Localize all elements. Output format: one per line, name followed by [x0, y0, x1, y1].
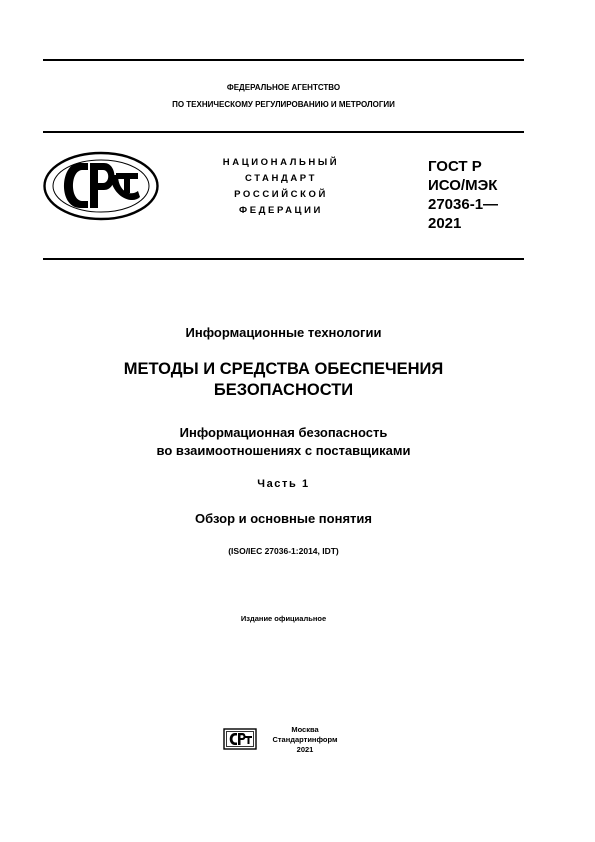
publisher-name: Стандартинформ	[272, 735, 338, 744]
subtitle-line-1: Информационная безопасность	[179, 425, 388, 440]
publisher-year: 2021	[296, 745, 314, 754]
subtitle	[43, 424, 524, 460]
header-rule	[43, 258, 524, 260]
national-standard-line-2: СТАНДАРТ	[245, 173, 317, 184]
agency-rule	[43, 131, 524, 133]
agency-line-2: ПО ТЕХНИЧЕСКОМУ РЕГУЛИРОВАНИЮ И МЕТРОЛОГИИ	[172, 100, 395, 109]
rst-emblem-icon	[42, 151, 160, 221]
edition-note: Издание официальное	[240, 614, 327, 623]
standard-designation	[428, 157, 538, 233]
national-standard-line-3: РОССИЙСКОЙ	[234, 189, 328, 200]
publisher-block	[262, 725, 348, 755]
main-title	[43, 359, 524, 401]
designation-line-1: ГОСТ Р	[428, 158, 482, 175]
part-title: Обзор и основные понятия	[195, 511, 372, 526]
subtitle-line-2: во взаимоотношениях с поставщиками	[156, 443, 411, 458]
iso-reference: (ISO/IEC 27036-1:2014, IDT)	[228, 546, 339, 556]
top-rule	[43, 59, 524, 61]
national-standard-line-4: ФЕДЕРАЦИИ	[239, 205, 323, 216]
part-number: Часть 1	[257, 478, 310, 490]
national-standard-line-1: НАЦИОНАЛЬНЫЙ	[222, 157, 340, 168]
publisher-city: Москва	[291, 725, 319, 734]
designation-line-2: ИСО/МЭК	[428, 177, 498, 194]
main-title-line-1: МЕТОДЫ И СРЕДСТВА ОБЕСПЕЧЕНИЯ	[123, 360, 444, 378]
main-title-line-2: БЕЗОПАСНОСТИ	[213, 381, 354, 399]
national-standard-label	[192, 155, 370, 219]
standartinform-logo-icon	[223, 728, 257, 750]
designation-line-4: 2021	[428, 215, 462, 232]
subject-title: Информационные технологии	[185, 325, 382, 340]
designation-line-3: 27036-1—	[428, 196, 499, 213]
agency-line-1: ФЕДЕРАЛЬНОЕ АГЕНТСТВО	[226, 83, 341, 92]
